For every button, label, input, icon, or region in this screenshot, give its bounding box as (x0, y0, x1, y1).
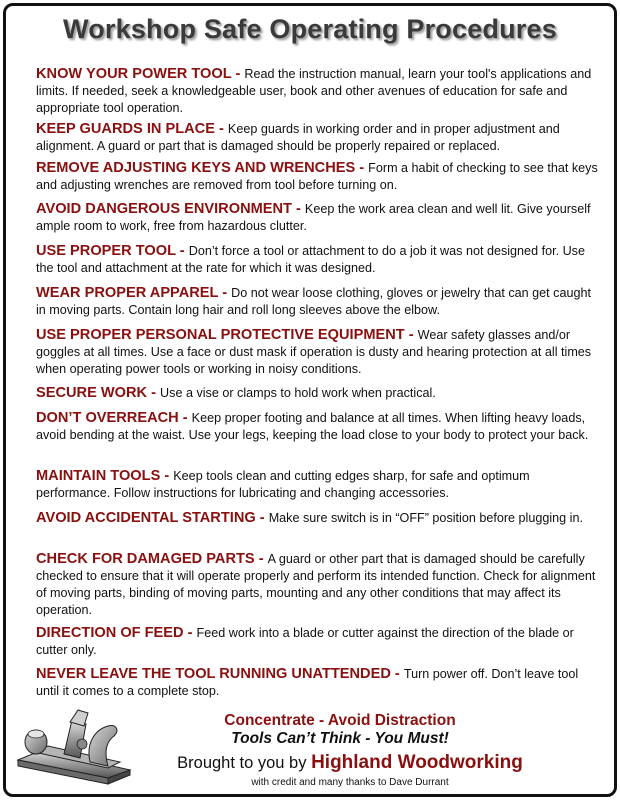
footer-brought-to-you (120, 752, 580, 774)
page-title: Workshop Safe Operating Procedures (63, 14, 557, 44)
rule-dangerous-environment (36, 201, 603, 235)
rule-text: Read the instruction manual, learn your tool's applications and limits. If needed, seek a knowledgeable user, book and other avenues of education for safe and appropriate tool operation. (36, 67, 592, 115)
rule-text: Form a habit of checking to see that keys and adjusting wrenches are removed from tool before turning on. (36, 161, 598, 192)
rule-heading: REMOVE ADJUSTING KEYS AND WRENCHES - (36, 160, 369, 176)
rule-text: Do not wear loose clothing, gloves or jewelry that can get caught in moving parts. Contain long hair and roll long sleeves above the elbow. (36, 286, 591, 317)
rule-heading: MAINTAIN TOOLS - (36, 468, 174, 484)
rule-heading: DON’T OVERREACH - (36, 410, 192, 426)
rule-damaged-parts (36, 551, 603, 619)
rule-direction-of-feed (36, 625, 603, 659)
rule-heading: USE PROPER TOOL - (36, 243, 189, 259)
rule-dont-overreach (36, 410, 603, 444)
rule-text: Don’t force a tool or attachment to do a job it was not designed for. Use the tool and attachment at the rate for which it was designed. (36, 244, 585, 275)
rule-heading: CHECK FOR DAMAGED PARTS - (36, 551, 268, 567)
rule-heading: DIRECTION OF FEED - (36, 625, 197, 641)
rule-text: Wear safety glasses and/or goggles at all times. Use a face or dust mask if operation is dusty and hearing protection at all times when operating power tools or working in noisy conditions. (36, 328, 592, 376)
rule-proper-tool (36, 243, 603, 277)
footer-concentrate: Concentrate - Avoid Distraction (224, 712, 456, 729)
rule-protective-equipment (36, 327, 603, 378)
rule-text: Keep proper footing and balance at all times. When lifting heavy loads, avoid bending at the waist. Use your legs, keeping the load close to your body to protect your back. (36, 411, 589, 442)
rule-text: Keep guards in working order and in proper adjustment and alignment. A guard or part that is damaged should be properly repaired or replaced. (36, 122, 560, 153)
rule-remove-keys (36, 160, 603, 194)
rule-heading: USE PROPER PERSONAL PROTECTIVE EQUIPMENT - (36, 327, 418, 343)
rule-heading: KNOW YOUR POWER TOOL - (36, 66, 245, 82)
hand-plane-illustration (12, 700, 137, 788)
rule-heading: SECURE WORK - (36, 385, 161, 401)
rule-know-power-tool (36, 66, 603, 117)
rule-text: Make sure switch is in “OFF” position before plugging in. (268, 511, 583, 525)
rule-proper-apparel (36, 285, 603, 319)
footer-credit: with credit and many thanks to Dave Durrant (251, 777, 449, 788)
rule-text: Turn power off. Don’t leave tool until it comes to a complete stop. (36, 667, 579, 698)
footer-brought-text: Brought to you by (177, 754, 312, 772)
rule-text: Feed work into a blade or cutter against the direction of the blade or cutter only. (36, 626, 574, 657)
rule-heading: KEEP GUARDS IN PLACE - (36, 121, 228, 137)
rule-text: Keep tools clean and cutting edges sharp, for safe and optimum performance. Follow instructions for lubricating and changing accessories. (36, 469, 530, 500)
rule-keep-guards (36, 121, 603, 155)
rule-accidental-starting (36, 510, 603, 527)
footer-brand: Highland Woodworking (311, 752, 523, 773)
rule-heading: AVOID ACCIDENTAL STARTING - (36, 510, 269, 526)
rule-heading: NEVER LEAVE THE TOOL RUNNING UNATTENDED - (36, 666, 404, 682)
rule-heading: WEAR PROPER APPAREL - (36, 285, 232, 301)
rule-never-leave-running (36, 666, 603, 700)
rule-secure-work (36, 385, 603, 402)
rule-heading: AVOID DANGEROUS ENVIRONMENT - (36, 201, 305, 217)
rule-text: Keep the work area clean and well lit. Give yourself ample room to work, free from hazardous clutter. (36, 202, 591, 233)
rule-maintain-tools (36, 468, 603, 502)
rule-text: A guard or other part that is damaged should be carefully checked to ensure that it will operate properly and perform its intended function. Check for alignment of moving parts, binding of moving parts, mounting and any other conditions that may affect its operation. (36, 552, 596, 617)
footer-tools-cant-think: Tools Can’t Think - You Must! (231, 730, 449, 747)
rule-text: Use a vise or clamps to hold work when practical. (160, 386, 436, 400)
